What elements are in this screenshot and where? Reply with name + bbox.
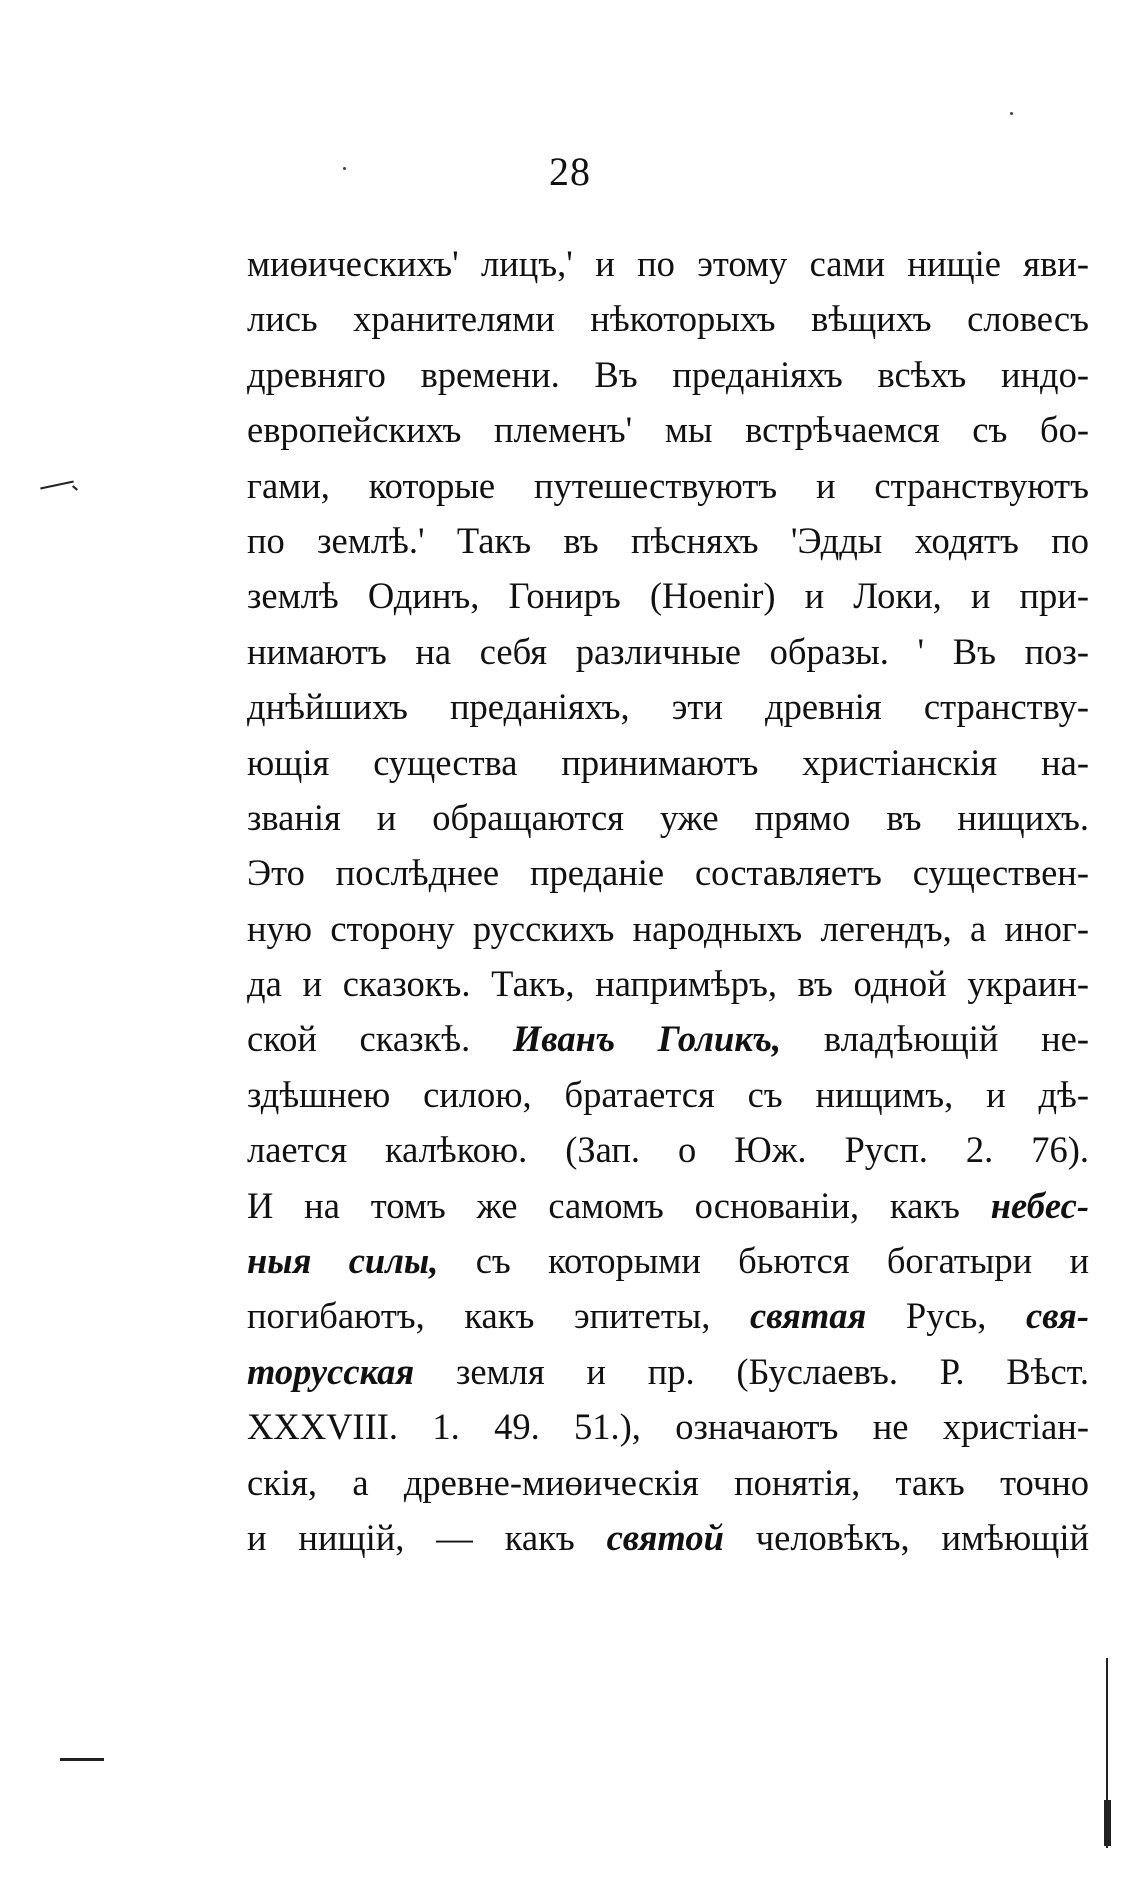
scan-speck bbox=[1010, 112, 1013, 115]
text-segment: миөическихъ' лицъ,' и по этому сами нищіе яви- bbox=[247, 243, 1089, 284]
text-line bbox=[247, 291, 1089, 346]
text-line bbox=[247, 1399, 1089, 1454]
text-line bbox=[247, 513, 1089, 568]
text-line bbox=[247, 735, 1089, 790]
text-line bbox=[247, 347, 1089, 402]
text-line bbox=[247, 1122, 1089, 1177]
text-segment: ской сказкѣ. bbox=[247, 1018, 513, 1060]
text-line bbox=[247, 1011, 1089, 1066]
text-line bbox=[247, 1067, 1089, 1122]
text-segment: нимаютъ на себя различные образы. ' Въ поз- bbox=[247, 630, 1089, 672]
page-number: 28 bbox=[549, 149, 591, 194]
text-segment: Русь, bbox=[866, 1295, 1027, 1337]
text-segment: по землѣ.' Такъ въ пѣсняхъ 'Эдды ходятъ по bbox=[247, 519, 1089, 561]
text-line bbox=[247, 901, 1089, 956]
italic-text: Иванъ Голикъ, bbox=[512, 1018, 782, 1060]
text-segment: ную сторону русскихъ народныхъ легендъ, а иног- bbox=[247, 907, 1089, 949]
text-line bbox=[247, 236, 1089, 291]
text-segment: здѣшнею силою, братается съ нищимъ, и дѣ- bbox=[247, 1073, 1089, 1115]
italic-text: торусская bbox=[247, 1350, 415, 1392]
italic-text: ныя силы, bbox=[247, 1240, 439, 1282]
text-line bbox=[247, 679, 1089, 734]
text-segment: званія и обращаются уже прямо въ нищихъ. bbox=[247, 796, 1089, 838]
text-segment: человѣкъ, имѣющій bbox=[723, 1516, 1089, 1558]
text-line bbox=[247, 402, 1089, 457]
text-line bbox=[247, 624, 1089, 679]
text-segment: европейскихъ племенъ' мы встрѣчаемся съ бо- bbox=[247, 409, 1089, 451]
italic-text: свя- bbox=[1026, 1295, 1089, 1337]
text-segment: лается калѣкою. (Зап. о Юж. Русп. 2. 76). bbox=[247, 1129, 1089, 1171]
text-segment: скія, а древне-миөическія понятія, такъ точно bbox=[247, 1461, 1089, 1503]
italic-text: небес- bbox=[990, 1184, 1089, 1226]
text-line bbox=[247, 845, 1089, 900]
text-segment: XXXVIII. 1. 49. 51.), означаютъ не христіан- bbox=[247, 1406, 1089, 1448]
text-line bbox=[247, 458, 1089, 513]
text-line bbox=[247, 1288, 1089, 1343]
text-segment: съ которыми бьются богатыри и bbox=[438, 1240, 1090, 1282]
text-segment: днѣйшихъ преданіяхъ, эти древнія странству- bbox=[247, 686, 1089, 728]
text-segment: да и сказокъ. Такъ, напримѣръ, въ одной украин- bbox=[247, 963, 1089, 1005]
text-line bbox=[247, 790, 1089, 845]
italic-text: святая bbox=[750, 1295, 867, 1337]
text-segment: древняго времени. Въ преданіяхъ всѣхъ индо- bbox=[247, 353, 1089, 395]
text-segment: земля и пр. (Буслаевъ. Р. Вѣст. bbox=[414, 1350, 1089, 1392]
text-segment: лись хранителями нѣкоторыхъ вѣщихъ словесъ bbox=[247, 298, 1089, 340]
text-segment: И на томъ же самомъ основаніи, какъ bbox=[247, 1184, 991, 1226]
body-text bbox=[247, 236, 1089, 1565]
scan-mark bbox=[72, 485, 78, 490]
scan-speck bbox=[343, 167, 346, 170]
text-segment: и нищій, — какъ bbox=[247, 1516, 607, 1558]
text-segment: погибаютъ, какъ эпитеты, bbox=[247, 1295, 751, 1337]
scan-mark bbox=[60, 1758, 104, 1761]
text-line bbox=[247, 1455, 1089, 1510]
scan-mark bbox=[40, 480, 74, 489]
text-line bbox=[247, 1510, 1089, 1565]
text-segment: гами, которые путешествуютъ и странствуютъ bbox=[247, 464, 1089, 506]
text-line bbox=[247, 1233, 1089, 1288]
scan-edge-line bbox=[1104, 1800, 1111, 1846]
text-segment: Это послѣднее преданіе составляетъ существен- bbox=[247, 852, 1089, 894]
text-line bbox=[247, 1344, 1089, 1399]
text-segment: владѣющій не- bbox=[781, 1018, 1089, 1060]
text-segment: землѣ Одинъ, Гониръ (Hoenir) и Локи, и при- bbox=[247, 575, 1089, 617]
text-line bbox=[247, 956, 1089, 1011]
text-line bbox=[247, 568, 1089, 623]
text-line bbox=[247, 1178, 1089, 1233]
text-segment: ющія существа принимаютъ христіанскія на- bbox=[247, 741, 1089, 783]
italic-text: святой bbox=[606, 1516, 724, 1558]
